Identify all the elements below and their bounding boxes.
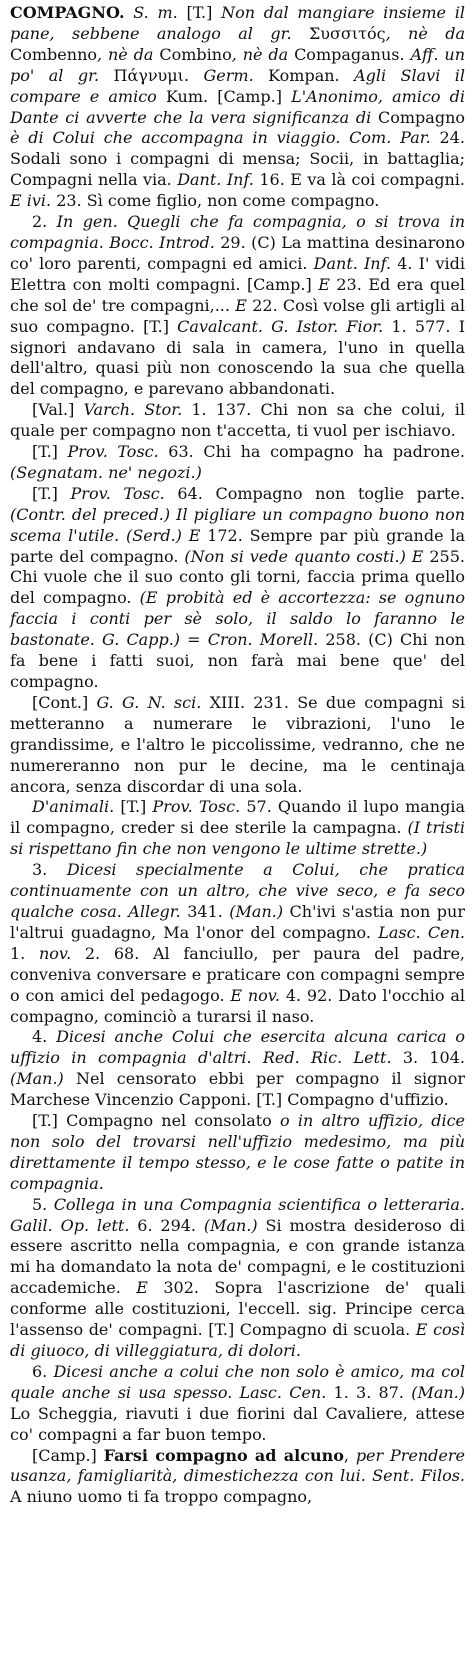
italic-text: E [188, 525, 201, 545]
italic-text: , nè da [231, 44, 295, 64]
italic-text: (Non si vede quanto costi.) [184, 546, 406, 566]
text-run: Nel censorato ebbi per compagno il signor Marchese Vincenzio Capponi. [T.] Compagno d'uffizio. [10, 1069, 465, 1110]
text-run: . [399, 44, 411, 64]
italic-text: Prov. Tosc. [70, 483, 165, 503]
text-run: 3. 104. [391, 1048, 466, 1068]
text-run: Ch'ivi s'astia non pur l'altrui guadagno, Ma l'onor del compagno. [10, 901, 465, 942]
text-run: 23. Sì come figlio, non come compagno. [51, 191, 380, 211]
text-run: 341. [180, 901, 230, 921]
text-run: 1. 137. Chi non sa che colui, il quale per compagno non t'accetta, ti vuol per ischiavo. [10, 400, 466, 441]
entry-paragraph [10, 693, 465, 798]
text-run: 255. Chi vuole che il suo conto gli torni, faccia prima quello del compagno. [10, 546, 465, 608]
italic-text: Dant. Inf. [313, 253, 392, 273]
italic-text: Prov. Tosc. [67, 442, 159, 462]
italic-text: Dicesi anche a colui che non solo è amico, ma col quale anche si usa spesso. Lasc. Cen. [10, 1361, 465, 1402]
italic-text: E [235, 295, 247, 315]
entry-paragraph [10, 442, 465, 484]
italic-text: Lasc. Cen. [378, 922, 465, 942]
text-run: 2. 68. Al fanciullo, per paura del padre, conveniva conversare e praticare con compagni sempre o con amici del pedagogo. [10, 943, 466, 1005]
bold-text: Farsi compagno ad alcuno [103, 1445, 344, 1465]
text-run: Compaganus [294, 44, 400, 64]
text-run: 57. Quando il lupo mangia il compagno, creder si dee sterile la campagna. [10, 797, 465, 838]
text-run [125, 3, 134, 22]
italic-text: (Man.) [411, 1382, 465, 1402]
text-run: [T.] [32, 442, 68, 462]
text-run: 258. (C) Chi non fa bene i fatti suoi, non farà mai bene que' del compagno. [10, 630, 466, 691]
text-run: 4. [32, 1027, 57, 1047]
text-run: 4. 92. Dato l'occhio al compagno, cominciò a turarsi il naso. [10, 985, 465, 1026]
entry-paragraph [10, 1446, 465, 1509]
italic-text: Germ. [203, 65, 254, 85]
entry-paragraph [10, 1362, 465, 1446]
italic-text: D'animali. [32, 797, 115, 817]
text-run: . [183, 65, 204, 85]
text-run: 172. Sempre par più grande la parte del compagno. [10, 525, 465, 566]
text-run: 1. 577. I signori andavano di sala in camera, l'uno in quella dell'altro, quasi più non conoscendo la sua che quella del compagno, e parevano abbandonati. [10, 316, 466, 399]
text-run: Kompan. [253, 65, 355, 85]
text-run: 3. [32, 860, 67, 880]
italic-text: Agli Slavi il compare e amico [10, 65, 466, 106]
italic-text: G. G. N. sci. [96, 692, 202, 712]
italic-text: (Contr. del preced.) Il pigliare un compagno buono non scema l'utile. (Serd.) [10, 504, 465, 545]
text-run: Συσσιτός [291, 23, 386, 43]
italic-text: nov. [38, 943, 72, 963]
text-run: Combenno [10, 44, 97, 64]
entry-paragraph [10, 1027, 465, 1111]
italic-text: E [411, 546, 424, 566]
italic-text: Non dal mangiare insieme il pane, sebbene analogo al gr. [10, 3, 465, 43]
text-run: 4. I' vidi Elettra con molti compagni. [Camp.] [10, 253, 465, 294]
text-run: 302. Sopra l'ascrizione de' quali conforme alle costituzioni, l'eccell. sig. Principe cerca l'assenso de' compagni. [T.] Compagno di scuola. [10, 1278, 466, 1340]
italic-text: Varch. Stor. [83, 400, 183, 420]
text-run: XIII. 231. Se due compagni si metteranno a numerare le vibrazioni, l'uno le grandissime, e l'altro le piccolissime, vedranno, che ne numereranno non pur le decine, ma le centinaja ancora, senza discordar di una sola. [10, 692, 465, 796]
text-run: 6. [32, 1361, 54, 1381]
text-run: [T.] [114, 797, 153, 817]
text-run: = [180, 630, 208, 650]
italic-text: Cron. Morell. [207, 630, 319, 650]
entry-paragraph [10, 1195, 465, 1362]
text-run: [T.] [177, 3, 222, 22]
text-run: 2. [32, 212, 57, 232]
text-run: 23. Ed era quel che sol de' tre compagni,... [10, 274, 466, 315]
entry-headword-paragraph [10, 3, 465, 212]
text-run: Combino [159, 44, 232, 64]
italic-text: E [136, 1278, 148, 1298]
italic-text: Cavalcant. G. Istor. Fior. [177, 316, 384, 336]
text-run: 16. E va là coi compagni. [253, 170, 466, 190]
italic-text: (I tristi si rispettano fin che non vengono le ultime strette.) [10, 818, 466, 859]
entry-paragraph [10, 860, 465, 1027]
text-run: 29. (C) La mattina desinarono co' loro parenti, compagni ed amici. [10, 232, 465, 273]
italic-text: Dicesi anche Colui che esercita alcuna carica o uffizio in compagnia d'altri. Red. Ric. Lett. [10, 1027, 465, 1068]
italic-text: E ivi. [10, 191, 52, 211]
italic-text: (Man.) [10, 1069, 64, 1089]
italic-text: è di Colui che accompagna in viaggio. Com. Par. [10, 128, 431, 148]
italic-text: , nè da [385, 23, 466, 43]
italic-text: (Man.) [229, 901, 284, 921]
text-run: Compagno [371, 107, 466, 127]
italic-text: E [318, 274, 330, 294]
text-run: 63. Chi ha compagno ha padrone. [158, 442, 465, 462]
text-run: [T.] Compagno nel consolato [32, 1111, 281, 1131]
text-run: 64. Compagno non toglie parte. [164, 483, 466, 503]
bold-text: COMPAGNO. [10, 3, 125, 22]
text-run: Πάγνυμι [99, 65, 184, 85]
text-run: Si mostra desideroso di essere ascritto nella compagnia, e con grande istanza mi ha domandato la nota de' compagni, e le costituzioni accademiche. [10, 1215, 466, 1298]
italic-text: (E probità ed è accortezza: se ognuno faccia i conti per sè solo, il saldo lo faranno le bastonate. G. Capp.) [10, 588, 466, 650]
text-run: 5. [32, 1194, 54, 1214]
italic-text: Dant. Inf. [177, 170, 254, 190]
italic-text: E nov. [230, 985, 281, 1005]
italic-text: per Prendere usanza, famigliarità, dimestichezza con lui. Sent. Filos. [10, 1445, 465, 1486]
entry-paragraph [10, 212, 465, 400]
italic-text: In gen. Quegli che fa compagnia, o si trova in compagnia. Bocc. Introd. [10, 212, 465, 252]
text-run: , [343, 1445, 356, 1465]
text-run: 22. Così volse gli artigli al suo compagno. [T.] [10, 295, 465, 336]
text-run: Lo Scheggia, riavuti i due fiorini dal Cavaliere, attese co' compagni a far buon tempo. [10, 1403, 465, 1444]
text-run: [Cont.] [32, 692, 97, 712]
entry-paragraph [10, 797, 465, 860]
text-run: 24. Sodali sono i compagni di mensa; Socii, in battaglia; Compagni nella via. [10, 128, 466, 190]
text-run: Kum. [Camp.] [156, 86, 292, 106]
entry-paragraph [10, 484, 465, 693]
text-run: [Val.] [32, 400, 84, 420]
italic-text: Prov. Tosc. [152, 797, 241, 817]
italic-text: (Man.) [203, 1215, 258, 1235]
entry-paragraph [10, 1111, 465, 1195]
text-run: [Camp.] [32, 1445, 104, 1465]
text-run: 6. 294. [129, 1215, 204, 1235]
italic-text: , nè da [97, 44, 160, 64]
italic-text: (Segnatam. ne' negozi.) [10, 462, 202, 482]
text-run: 1. 3. 87. [326, 1382, 412, 1402]
text-run: 1. [10, 943, 39, 963]
italic-text: o in altro uffizio, dice non solo del trovarsi nell'uffizio medesimo, ma più direttamente il tempo stesso, e le cose fatte o patite in compagnia. [10, 1111, 466, 1193]
text-run [182, 526, 189, 545]
entry-paragraph [10, 400, 465, 442]
italic-text: Collega in una Compagnia scientifica o letteraria. Galil. Op. lett. [10, 1194, 465, 1235]
italic-text: Aff. un po' al gr. [10, 44, 465, 85]
text-run: A niuno uomo ti fa troppo compagno, [10, 1487, 313, 1507]
text-run: [T.] [32, 483, 71, 503]
italic-text: S. m. [133, 3, 178, 22]
italic-text: E così di giuoco, di villeggiatura, di dolori. [10, 1320, 465, 1360]
italic-text: Dicesi specialmente a Colui, che pratica continuamente con un altro, che vive seco, e fa seco qualche cosa. Allegr. [10, 860, 465, 921]
italic-text: L'Anonimo, amico di Dante ci avverte che la vera significanza di [10, 86, 466, 127]
